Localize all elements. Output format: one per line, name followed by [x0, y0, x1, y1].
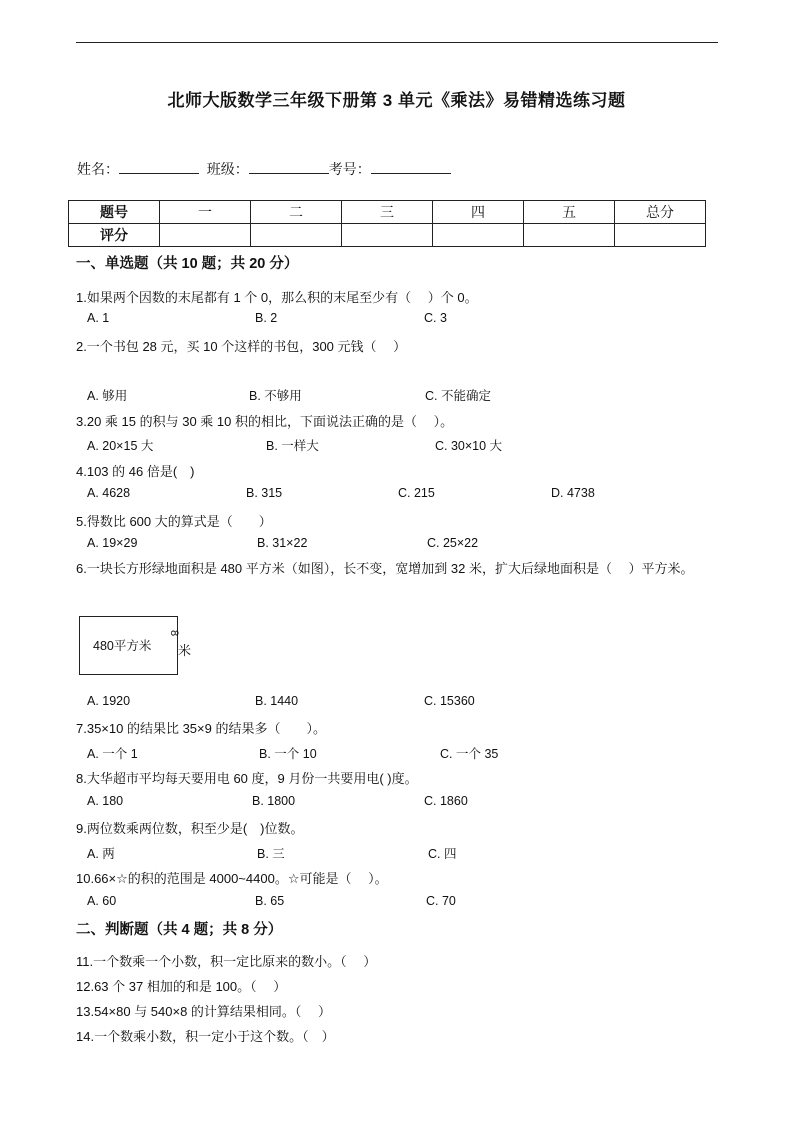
- row-label: 评分: [69, 224, 160, 247]
- option[interactable]: A. 20×15 大: [87, 439, 154, 453]
- option[interactable]: C. 不能确定: [425, 389, 491, 403]
- option[interactable]: B. 31×22: [257, 536, 308, 550]
- name-field[interactable]: [119, 159, 199, 174]
- option[interactable]: B. 一样大: [266, 439, 319, 453]
- question-text: 9.两位数乘两位数，积至少是( )位数。: [76, 821, 304, 836]
- option[interactable]: C. 一个 35: [440, 747, 499, 761]
- option[interactable]: C. 215: [398, 486, 435, 500]
- class-field[interactable]: [249, 159, 329, 174]
- question-text: 1.如果两个因数的末尾都有 1 个 0，那么积的末尾至少有（ ）个 0。: [76, 290, 478, 305]
- score-cell[interactable]: [342, 224, 433, 247]
- question-text: 4.103 的 46 倍是( ): [76, 464, 195, 479]
- option[interactable]: C. 四: [428, 847, 457, 861]
- header-rule: [76, 42, 718, 43]
- option[interactable]: B. 三: [257, 847, 285, 861]
- score-row: [69, 224, 706, 247]
- option[interactable]: B. 1800: [252, 794, 296, 808]
- question-text: 14.一个数乘小数，积一定小于这个数。（ ）: [76, 1029, 335, 1044]
- section-heading: 一、单选题（共 10 题；共 20 分）: [76, 256, 299, 272]
- question-text: 10.66×☆的积的范围是 4000~4400。☆可能是（ ）。: [76, 871, 388, 886]
- figure-side-number: 8: [168, 630, 180, 637]
- score-table: [68, 200, 706, 247]
- option[interactable]: B. 2: [255, 311, 278, 325]
- question-text: 13.54×80 与 540×8 的计算结果相同。（ ）: [76, 1004, 332, 1019]
- question-text: 11.一个数乘一个小数，积一定比原来的数小。（ ）: [76, 954, 377, 969]
- option[interactable]: D. 4738: [551, 486, 595, 500]
- name-label: 姓名：: [77, 161, 119, 177]
- question-text: 3.20 乘 15 的积与 30 乘 10 积的相比，下面说法正确的是（ ）。: [76, 414, 454, 429]
- score-cell[interactable]: [615, 224, 706, 247]
- id-field[interactable]: [371, 159, 451, 174]
- option[interactable]: A. 19×29: [87, 536, 138, 550]
- option[interactable]: A. 180: [87, 794, 124, 808]
- column-header: 一: [160, 201, 251, 224]
- id-label: 考号：: [328, 161, 371, 177]
- option[interactable]: A. 60: [87, 894, 117, 908]
- score-cell[interactable]: [251, 224, 342, 247]
- option[interactable]: B. 不够用: [249, 389, 302, 403]
- option[interactable]: C. 3: [424, 311, 447, 325]
- question-text: 5.得数比 600 大的算式是（ ）: [76, 514, 272, 529]
- student-info: [77, 159, 451, 179]
- question-text: 12.63 个 37 相加的和是 100。（ ）: [76, 979, 287, 994]
- column-header: 三: [342, 201, 433, 224]
- option[interactable]: A. 够用: [87, 389, 128, 403]
- option[interactable]: B. 65: [255, 894, 285, 908]
- row-label: 题号: [69, 201, 160, 224]
- option[interactable]: C. 15360: [424, 694, 475, 708]
- column-header: 四: [433, 201, 524, 224]
- column-header: 总分: [615, 201, 706, 224]
- question-text: 2.一个书包 28 元，买 10 个这样的书包，300 元钱（ ）: [76, 339, 407, 354]
- score-cell[interactable]: [160, 224, 251, 247]
- option[interactable]: A. 一个 1: [87, 747, 138, 761]
- option[interactable]: C. 30×10 大: [435, 439, 503, 453]
- score-cell[interactable]: [433, 224, 524, 247]
- question-text: 7.35×10 的结果比 35×9 的结果多（ ）。: [76, 721, 326, 736]
- section-heading: 二、判断题（共 4 题；共 8 分）: [76, 922, 283, 938]
- option[interactable]: B. 1440: [255, 694, 299, 708]
- option[interactable]: A. 4628: [87, 486, 131, 500]
- score-cell[interactable]: [524, 224, 615, 247]
- figure-side-unit: 米: [178, 643, 192, 658]
- option[interactable]: B. 315: [246, 486, 283, 500]
- column-header: 二: [251, 201, 342, 224]
- option[interactable]: B. 一个 10: [259, 747, 317, 761]
- option[interactable]: A. 两: [87, 847, 115, 861]
- option[interactable]: A. 1920: [87, 694, 131, 708]
- column-header: 五: [524, 201, 615, 224]
- class-label: 班级：: [206, 161, 249, 177]
- option[interactable]: C. 70: [426, 894, 456, 908]
- page-title: 北师大版数学三年级下册第 3 单元《乘法》易错精选练习题: [167, 91, 626, 110]
- figure-area-label: 480平方米: [93, 639, 152, 653]
- question-text: 8.大华超市平均每天要用电 60 度，9 月份一共要用电( )度。: [76, 771, 418, 786]
- option[interactable]: C. 1860: [424, 794, 468, 808]
- score-header-row: [69, 201, 706, 224]
- question-text: 6.一块长方形绿地面积是 480 平方米（如图），长不变，宽增加到 32 米，扩大后绿地面积是（ ）平方米。: [76, 561, 694, 576]
- option[interactable]: A. 1: [87, 311, 110, 325]
- option[interactable]: C. 25×22: [427, 536, 479, 550]
